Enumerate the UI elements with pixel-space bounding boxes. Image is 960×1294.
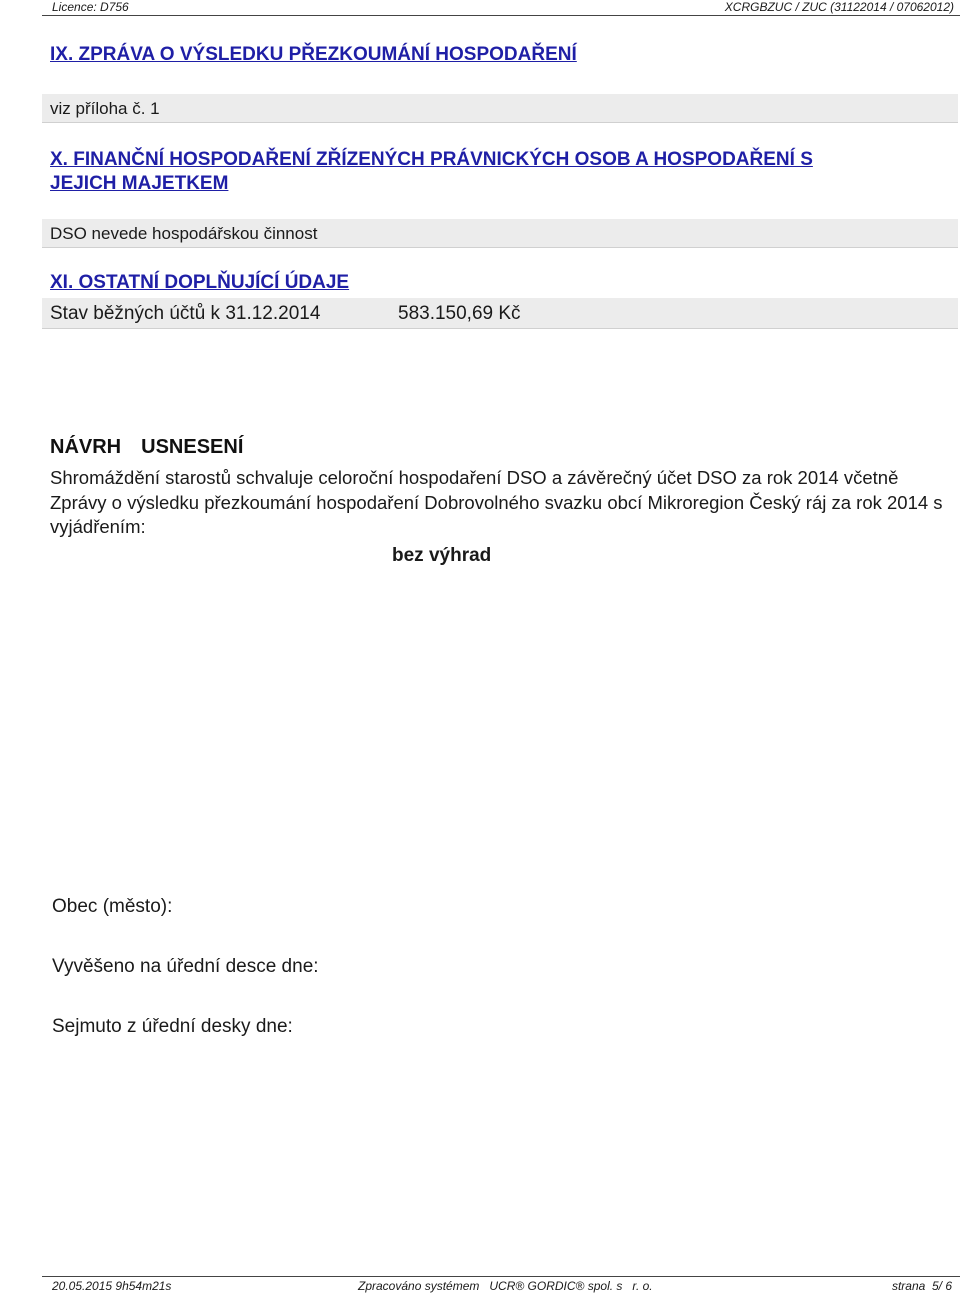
account-balance-label: Stav běžných účtů k 31.12.2014 <box>50 303 321 324</box>
resolution-title <box>50 436 243 459</box>
licence-label: Licence: D756 <box>52 0 129 14</box>
section-ix-title: IX. ZPRÁVA O VÝSLEDKU PŘEZKOUMÁNÍ HOSPODAŘENÍ <box>50 44 577 65</box>
field-obec: Obec (město): <box>52 896 173 917</box>
footer-divider <box>42 1276 960 1277</box>
resolution-title-word2: USNESENÍ <box>141 436 244 458</box>
header-divider <box>42 15 960 16</box>
field-vyveseno: Vyvěšeno na úřední desce dne: <box>52 956 319 977</box>
document-code: XCRGBZUC / ZUC (31122014 / 07062012) <box>724 0 954 14</box>
resolution-text: Shromáždění starostů schvaluje celoroční hospodaření DSO a závěrečný účet DSO za rok 2014 včetně Zprávy o výsledku přezkoumání hospodaření Dobrovolného svazku obcí Mikroregion Český ráj za rok 2014 s vyjádřením: <box>50 467 943 537</box>
section-xi-title: XI. OSTATNÍ DOPLŇUJÍCÍ ÚDAJE <box>50 272 350 293</box>
account-balance-value: 583.150,69 Kč <box>398 303 521 324</box>
section-ix-band <box>42 94 958 123</box>
resolution-verdict: bez výhrad <box>392 545 492 566</box>
footer-processed-by: Zpracováno systémem UCR® GORDIC® spol. s r. o. <box>358 1279 653 1293</box>
section-x-title-line2: JEJICH MAJETKEM <box>50 173 229 194</box>
footer-page-number: strana 5/ 6 <box>891 1279 952 1293</box>
field-sejmuto: Sejmuto z úřední desky dne: <box>52 1016 293 1037</box>
section-x-title-line1: X. FINANČNÍ HOSPODAŘENÍ ZŘÍZENÝCH PRÁVNICKÝCH OSOB A HOSPODAŘENÍ S <box>50 149 813 170</box>
section-x-content: DSO nevede hospodářskou činnost <box>50 224 318 243</box>
footer-timestamp: 20.05.2015 9h54m21s <box>52 1279 172 1293</box>
resolution-title-word1: NÁVRH <box>50 436 122 458</box>
section-ix-content: viz příloha č. 1 <box>50 99 160 118</box>
